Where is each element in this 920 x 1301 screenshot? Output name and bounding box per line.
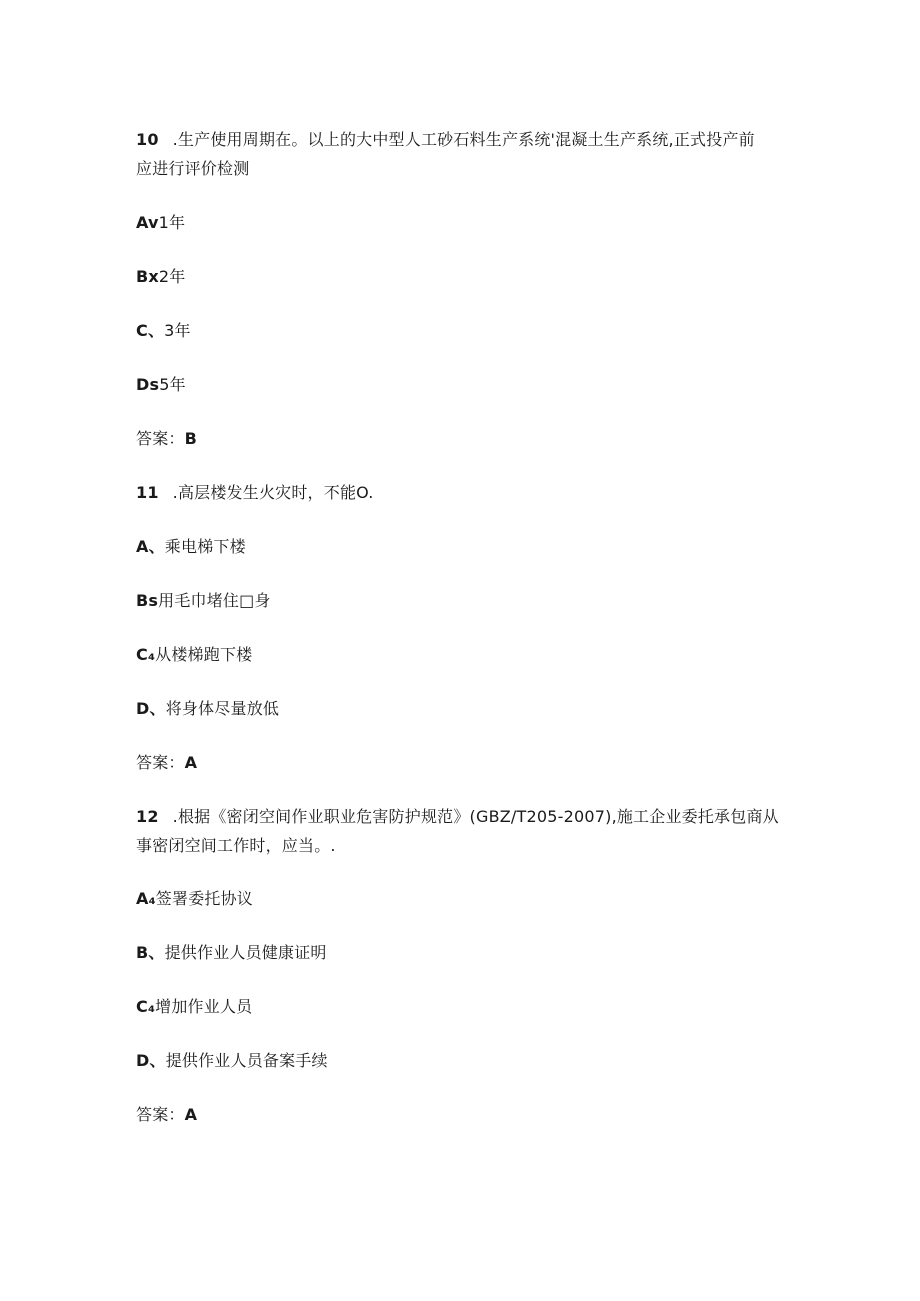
option-letter: A₄ bbox=[136, 889, 156, 908]
option-letter: C₄ bbox=[136, 645, 156, 664]
option-text: 5年 bbox=[159, 375, 186, 394]
option-b bbox=[136, 589, 271, 613]
option-text: 1年 bbox=[158, 213, 186, 232]
question-text: 应进行评价检测 bbox=[136, 159, 250, 178]
answer-value: B bbox=[184, 429, 198, 448]
option-text: 将身体尽量放低 bbox=[165, 699, 280, 718]
option-text: 用毛巾堵住□身 bbox=[158, 591, 271, 610]
option-text: 2年 bbox=[158, 267, 186, 286]
answer-label: 答案： bbox=[136, 429, 185, 448]
option-c bbox=[136, 643, 252, 667]
question-number: 10 bbox=[136, 130, 159, 149]
option-text: 增加作业人员 bbox=[155, 997, 253, 1016]
option-text: 从楼梯跑下楼 bbox=[155, 645, 253, 664]
answer-value: A bbox=[184, 1105, 198, 1124]
question-number: 11 bbox=[136, 483, 159, 502]
option-letter: C、 bbox=[136, 321, 165, 340]
answer-11 bbox=[136, 751, 197, 775]
option-letter: Bs bbox=[136, 591, 159, 610]
question-number: 12 bbox=[136, 807, 159, 826]
option-letter: D、 bbox=[136, 1051, 166, 1070]
question-10-stem bbox=[136, 128, 755, 152]
question-11-stem bbox=[136, 481, 374, 505]
option-text: 3年 bbox=[164, 321, 191, 340]
option-text: 提供作业人员备案手续 bbox=[165, 1051, 328, 1070]
option-c bbox=[136, 995, 252, 1019]
answer-10 bbox=[136, 427, 197, 451]
answer-12 bbox=[136, 1103, 197, 1127]
option-text: 签署委托协议 bbox=[155, 889, 253, 908]
question-text: .生产使用周期在。以上的大中型人工砂石料生产系统'混凝土生产系统,正式投产前 bbox=[172, 130, 755, 149]
option-letter: Ds bbox=[136, 375, 160, 394]
option-b bbox=[136, 265, 186, 289]
question-12-stem-continued bbox=[136, 834, 336, 858]
answer-label: 答案： bbox=[136, 753, 185, 772]
option-letter: B、 bbox=[136, 943, 165, 962]
option-letter: C₄ bbox=[136, 997, 156, 1016]
option-d bbox=[136, 373, 186, 397]
question-text: 事密闭空间工作时，应当。. bbox=[136, 836, 336, 855]
answer-value: A bbox=[184, 753, 198, 772]
option-letter: D、 bbox=[136, 699, 166, 718]
option-d bbox=[136, 1049, 328, 1073]
option-c bbox=[136, 319, 191, 343]
option-letter: Bx bbox=[136, 267, 159, 286]
option-a bbox=[136, 887, 253, 911]
question-10-stem-continued bbox=[136, 157, 249, 181]
answer-label: 答案： bbox=[136, 1105, 185, 1124]
question-text: .根据《密闭空间作业职业危害防护规范》(GBZ/T205-2007),施工企业委托承包商从 bbox=[172, 807, 779, 826]
question-text: .高层楼发生火灾时，不能O. bbox=[172, 483, 374, 502]
option-b bbox=[136, 941, 327, 965]
question-12-stem bbox=[136, 805, 779, 829]
option-letter: Av bbox=[136, 213, 159, 232]
option-a bbox=[136, 535, 246, 559]
option-a bbox=[136, 211, 185, 235]
option-d bbox=[136, 697, 279, 721]
option-text: 乘电梯下楼 bbox=[164, 537, 246, 556]
option-letter: A、 bbox=[136, 537, 165, 556]
option-text: 提供作业人员健康证明 bbox=[164, 943, 327, 962]
